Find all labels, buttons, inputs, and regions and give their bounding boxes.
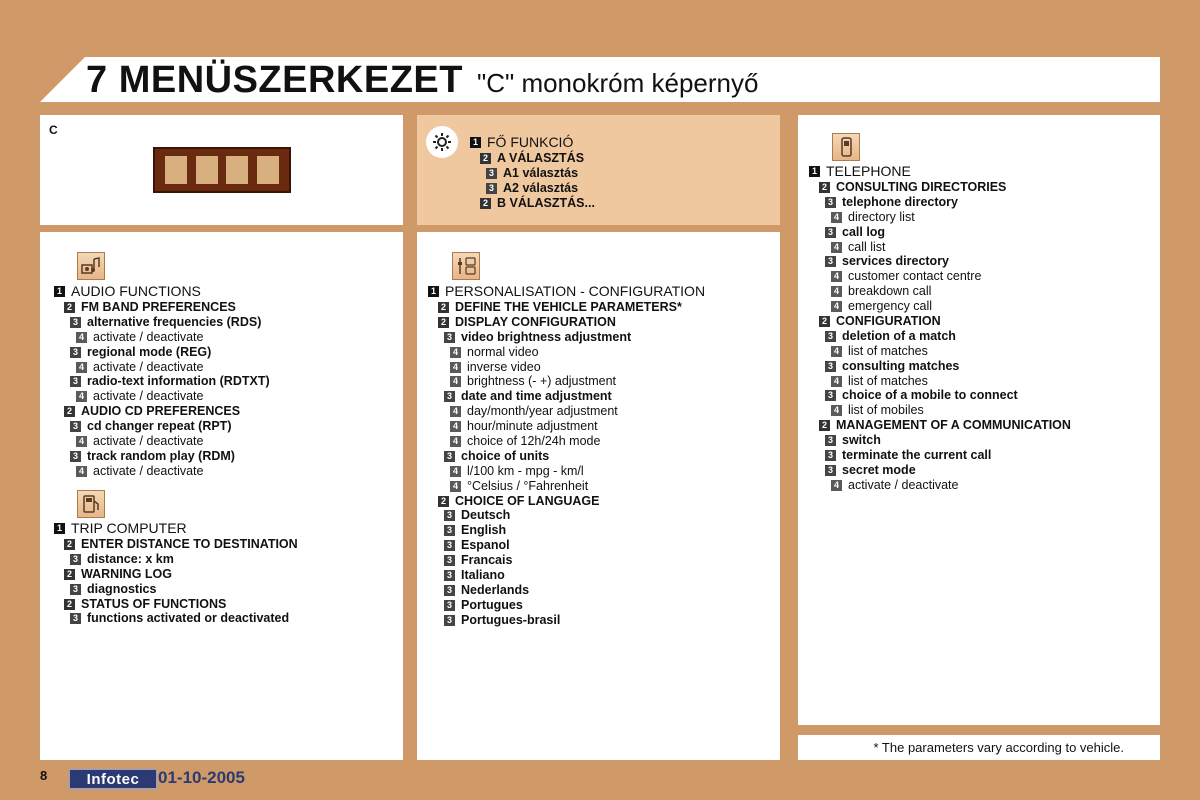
menu-item-label: activate / deactivate: [93, 329, 204, 344]
menu-item-label: CHOICE OF LANGUAGE: [455, 493, 600, 508]
menu-item-level-3: [428, 508, 705, 523]
menu-item-label: activate / deactivate: [848, 477, 959, 492]
menu-item-level-4: [54, 464, 270, 479]
level-badge: 3: [444, 615, 455, 626]
menu-item-label: deletion of a match: [842, 328, 956, 343]
menu-item-level-4: [54, 389, 270, 404]
menu-item-level-1: [470, 134, 595, 151]
menu-item-level-1: [54, 520, 298, 537]
level-badge: 3: [70, 317, 81, 328]
menu-item-label: day/month/year adjustment: [467, 404, 618, 419]
level-badge: 4: [450, 406, 461, 417]
menu-item-label: call list: [848, 239, 886, 254]
menu-item-label: cd changer repeat (RPT): [87, 419, 232, 434]
level-badge: 4: [76, 391, 87, 402]
menu-item-label: English: [461, 523, 507, 538]
menu-item-label: alternative frequencies (RDS): [87, 314, 262, 329]
level-badge: 3: [825, 390, 836, 401]
level-badge: 3: [444, 525, 455, 536]
menu-item-label: PERSONALISATION - CONFIGURATION: [445, 283, 706, 300]
menu-item-level-3: [809, 433, 1071, 448]
menu-item-level-1: [54, 283, 270, 300]
level-badge: 4: [450, 347, 461, 358]
menu-item-label: ENTER DISTANCE TO DESTINATION: [81, 537, 298, 551]
menu-item-label: track random play (RDM): [87, 448, 235, 463]
telephone-tree: [809, 163, 1071, 493]
menu-item-level-2: [428, 315, 705, 330]
level-badge: 1: [54, 286, 65, 297]
menu-item-level-4: [428, 360, 705, 375]
menu-item-label: Deutsch: [461, 508, 511, 523]
level-badge: 3: [70, 421, 81, 432]
menu-item-level-3: [809, 463, 1071, 478]
page-title-main: 7 MENÜSZERKEZET: [86, 59, 463, 101]
menu-item-level-2: [809, 180, 1071, 195]
menu-item-label: services directory: [842, 254, 950, 269]
menu-item-level-4: [809, 210, 1071, 225]
level-badge: 2: [64, 569, 75, 580]
menu-item-label: Nederlands: [461, 582, 530, 597]
menu-item-label: Francais: [461, 553, 513, 568]
menu-item-level-4: [809, 240, 1071, 255]
level-badge: 3: [444, 332, 455, 343]
menu-item-level-2: [428, 300, 705, 315]
menu-item-label: directory list: [848, 209, 915, 224]
menu-item-level-3: [428, 598, 705, 613]
menu-item-level-3: [54, 374, 270, 389]
audio-icon: [77, 252, 105, 280]
menu-item-label: call log: [842, 224, 886, 239]
menu-item-label: secret mode: [842, 462, 916, 477]
menu-item-label: video brightness adjustment: [461, 329, 632, 344]
fuel-pump-icon: [196, 156, 218, 184]
infotec-logo: Infotec: [69, 769, 157, 789]
level-badge: 4: [450, 421, 461, 432]
menu-item-label: brightness (- +) adjustment: [467, 374, 617, 389]
menu-item-level-2: [428, 494, 705, 509]
menu-item-level-3: [428, 538, 705, 553]
menu-item-label: activate / deactivate: [93, 389, 204, 404]
menu-item-label: TRIP COMPUTER: [71, 520, 187, 537]
menu-item-level-3: [54, 449, 270, 464]
main-function-panel: [417, 115, 780, 225]
level-badge: 4: [831, 376, 842, 387]
menu-item-label: regional mode (REG): [87, 344, 212, 359]
menu-item-level-3: [470, 181, 595, 196]
level-badge: 1: [428, 286, 439, 297]
audio-trip-panel: [40, 232, 403, 760]
mobile-phone-icon: [257, 156, 279, 184]
menu-item-level-3: [54, 315, 270, 330]
level-badge: 3: [825, 435, 836, 446]
menu-item-label: A2 választás: [503, 180, 579, 195]
menu-item-label: breakdown call: [848, 284, 932, 299]
menu-item-level-2: [809, 418, 1071, 433]
menu-item-label: list of matches: [848, 373, 928, 388]
menu-item-label: terminate the current call: [842, 448, 992, 463]
menu-item-level-2: [470, 151, 595, 166]
menu-item-label: normal video: [467, 344, 539, 359]
menu-item-level-3: [809, 195, 1071, 210]
menu-item-level-4: [428, 419, 705, 434]
menu-item-label: AUDIO CD PREFERENCES: [81, 404, 241, 419]
level-badge: 4: [76, 332, 87, 343]
level-badge: 1: [809, 166, 820, 177]
menu-item-label: list of mobiles: [848, 403, 924, 418]
menu-item-label: Espanol: [461, 538, 510, 553]
menu-item-label: DEFINE THE VEHICLE PARAMETERS*: [455, 300, 682, 314]
menu-item-level-2: [54, 300, 270, 315]
menu-item-label: FŐ FUNKCIÓ: [487, 134, 574, 151]
menu-item-level-3: [809, 225, 1071, 240]
menu-item-label: FM BAND PREFERENCES: [81, 300, 236, 314]
menu-item-label: A VÁLASZTÁS: [497, 151, 585, 165]
menu-item-level-3: [809, 254, 1071, 269]
settings-icon: [226, 156, 248, 184]
menu-item-level-4: [809, 344, 1071, 359]
level-badge: 4: [831, 480, 842, 491]
menu-item-label: hour/minute adjustment: [467, 419, 598, 434]
settings-icon: [452, 252, 480, 280]
level-badge: 3: [444, 555, 455, 566]
personalisation-panel: [417, 232, 780, 760]
level-badge: 4: [831, 301, 842, 312]
menu-item-level-4: [428, 479, 705, 494]
menu-item-label: distance: x km: [87, 551, 174, 566]
menu-item-level-4: [809, 299, 1071, 314]
menu-item-level-3: [54, 419, 270, 434]
level-badge: 4: [831, 346, 842, 357]
menu-item-level-4: [428, 434, 705, 449]
menu-item-label: telephone directory: [842, 194, 958, 209]
level-badge: 3: [70, 613, 81, 624]
page-number: 8: [40, 768, 48, 783]
level-badge: 4: [831, 271, 842, 282]
menu-item-level-3: [428, 613, 705, 628]
menu-item-label: TELEPHONE: [826, 163, 911, 180]
level-badge: 3: [444, 451, 455, 462]
level-badge: 2: [480, 198, 491, 209]
level-badge: 3: [444, 510, 455, 521]
menu-item-level-4: [54, 330, 270, 345]
footnote-panel: [798, 735, 1160, 760]
level-badge: 3: [444, 540, 455, 551]
menu-item-level-4: [809, 269, 1071, 284]
menu-item-label: diagnostics: [87, 581, 157, 596]
level-badge: 1: [470, 137, 481, 148]
menu-item-label: customer contact centre: [848, 269, 982, 284]
level-badge: 4: [450, 362, 461, 373]
level-badge: 3: [444, 391, 455, 402]
level-badge: 2: [480, 153, 491, 164]
menu-item-level-3: [428, 583, 705, 598]
screen-panel-label: C: [49, 123, 58, 137]
menu-item-level-1: [428, 283, 705, 300]
level-badge: 3: [825, 331, 836, 342]
menu-item-level-4: [809, 374, 1071, 389]
menu-item-label: CONSULTING DIRECTORIES: [836, 180, 1007, 194]
menu-item-level-2: [54, 597, 298, 612]
menu-item-label: list of matches: [848, 343, 928, 358]
level-badge: 2: [64, 599, 75, 610]
menu-item-level-3: [809, 329, 1071, 344]
menu-item-level-4: [428, 345, 705, 360]
menu-item-label: STATUS OF FUNCTIONS: [81, 596, 227, 611]
page-title-subtitle: "C" monokróm képernyő: [476, 68, 759, 98]
menu-item-label: Portugues-brasil: [461, 612, 561, 627]
menu-item-label: l/100 km - mpg - km/l: [467, 463, 584, 478]
menu-item-label: choice of a mobile to connect: [842, 388, 1018, 403]
audio-icon: [165, 156, 187, 184]
level-badge: 4: [76, 362, 87, 373]
level-badge: 3: [70, 347, 81, 358]
level-badge: 4: [450, 436, 461, 447]
level-badge: 2: [64, 406, 75, 417]
menu-item-label: activate / deactivate: [93, 359, 204, 374]
level-badge: 4: [450, 376, 461, 387]
menu-item-level-3: [428, 523, 705, 538]
level-badge: 3: [444, 570, 455, 581]
menu-item-label: switch: [842, 433, 881, 448]
main-function-tree: [470, 134, 595, 211]
level-badge: 3: [825, 465, 836, 476]
page-title: [86, 58, 758, 102]
level-badge: 4: [450, 481, 461, 492]
level-badge: 3: [825, 227, 836, 238]
level-badge: 3: [70, 451, 81, 462]
menu-item-label: date and time adjustment: [461, 389, 612, 404]
level-badge: 4: [450, 466, 461, 477]
level-badge: 2: [64, 302, 75, 313]
menu-item-level-3: [809, 448, 1071, 463]
menu-item-level-3: [809, 388, 1071, 403]
menu-item-level-3: [54, 552, 298, 567]
menu-item-level-3: [54, 611, 298, 626]
level-badge: 2: [64, 539, 75, 550]
level-badge: 3: [444, 600, 455, 611]
menu-item-label: inverse video: [467, 359, 541, 374]
menu-item-label: Italiano: [461, 568, 505, 583]
menu-item-label: AUDIO FUNCTIONS: [71, 283, 201, 300]
menu-item-label: consulting matches: [842, 358, 960, 373]
menu-item-level-4: [809, 478, 1071, 493]
menu-item-label: A1 választás: [503, 165, 579, 180]
level-badge: 4: [831, 405, 842, 416]
menu-item-level-3: [809, 359, 1071, 374]
menu-item-level-2: [809, 314, 1071, 329]
level-badge: 2: [819, 316, 830, 327]
fuel-pump-icon: [77, 490, 105, 518]
brightness-icon: [426, 126, 458, 158]
level-badge: 3: [825, 450, 836, 461]
menu-item-level-3: [54, 345, 270, 360]
level-badge: 4: [76, 466, 87, 477]
menu-item-level-2: [54, 567, 298, 582]
menu-item-level-4: [54, 360, 270, 375]
screen-panel: [40, 115, 403, 225]
level-badge: 3: [70, 376, 81, 387]
menu-item-level-4: [54, 434, 270, 449]
level-badge: 4: [831, 286, 842, 297]
menu-item-label: functions activated or deactivated: [87, 611, 290, 626]
telephone-panel: [798, 115, 1160, 725]
menu-item-level-4: [428, 404, 705, 419]
menu-item-label: WARNING LOG: [81, 566, 172, 581]
footnote-text: * The parameters vary according to vehicle.: [873, 740, 1124, 755]
level-badge: 3: [486, 183, 497, 194]
level-badge: 4: [76, 436, 87, 447]
level-badge: 3: [825, 197, 836, 208]
level-badge: 3: [444, 585, 455, 596]
level-badge: 4: [831, 212, 842, 223]
menu-item-label: Portugues: [461, 597, 523, 612]
footer-date: 01-10-2005: [158, 768, 245, 787]
menu-item-label: radio-text information (RDTXT): [87, 374, 270, 389]
menu-item-label: choice of 12h/24h mode: [467, 434, 601, 449]
menu-item-level-4: [809, 403, 1071, 418]
menu-item-label: °Celsius / °Fahrenheit: [467, 478, 589, 493]
level-badge: 3: [70, 584, 81, 595]
level-badge: 2: [438, 302, 449, 313]
trip-computer-tree: [54, 520, 298, 626]
level-badge: 3: [70, 554, 81, 565]
menu-item-label: DISPLAY CONFIGURATION: [455, 314, 616, 329]
level-badge: 3: [825, 256, 836, 267]
personalisation-tree: [428, 283, 705, 628]
menu-item-level-2: [470, 196, 595, 211]
menu-item-level-4: [428, 374, 705, 389]
monochrome-screen-image: [153, 147, 291, 193]
title-bar-corner: [40, 57, 85, 102]
level-badge: 2: [819, 420, 830, 431]
level-badge: 2: [819, 182, 830, 193]
menu-item-label: MANAGEMENT OF A COMMUNICATION: [836, 418, 1071, 433]
menu-item-label: choice of units: [461, 448, 550, 463]
level-badge: 3: [825, 361, 836, 372]
menu-item-level-3: [428, 553, 705, 568]
menu-item-level-3: [428, 449, 705, 464]
menu-item-level-1: [809, 163, 1071, 180]
level-badge: 2: [438, 496, 449, 507]
level-badge: 4: [831, 242, 842, 253]
menu-item-level-4: [809, 284, 1071, 299]
menu-item-level-2: [54, 404, 270, 419]
audio-functions-tree: [54, 283, 270, 479]
menu-item-level-4: [428, 464, 705, 479]
mobile-phone-icon: [832, 133, 860, 161]
menu-item-level-3: [54, 582, 298, 597]
menu-item-level-2: [54, 537, 298, 552]
menu-item-label: B VÁLASZTÁS...: [497, 195, 595, 210]
menu-item-level-3: [470, 166, 595, 181]
menu-item-level-3: [428, 389, 705, 404]
menu-item-level-3: [428, 568, 705, 583]
menu-item-label: CONFIGURATION: [836, 314, 941, 329]
level-badge: 3: [486, 168, 497, 179]
level-badge: 1: [54, 523, 65, 534]
level-badge: 2: [438, 317, 449, 328]
menu-item-level-3: [428, 330, 705, 345]
menu-item-label: emergency call: [848, 299, 933, 314]
menu-item-label: activate / deactivate: [93, 463, 204, 478]
menu-item-label: activate / deactivate: [93, 434, 204, 449]
